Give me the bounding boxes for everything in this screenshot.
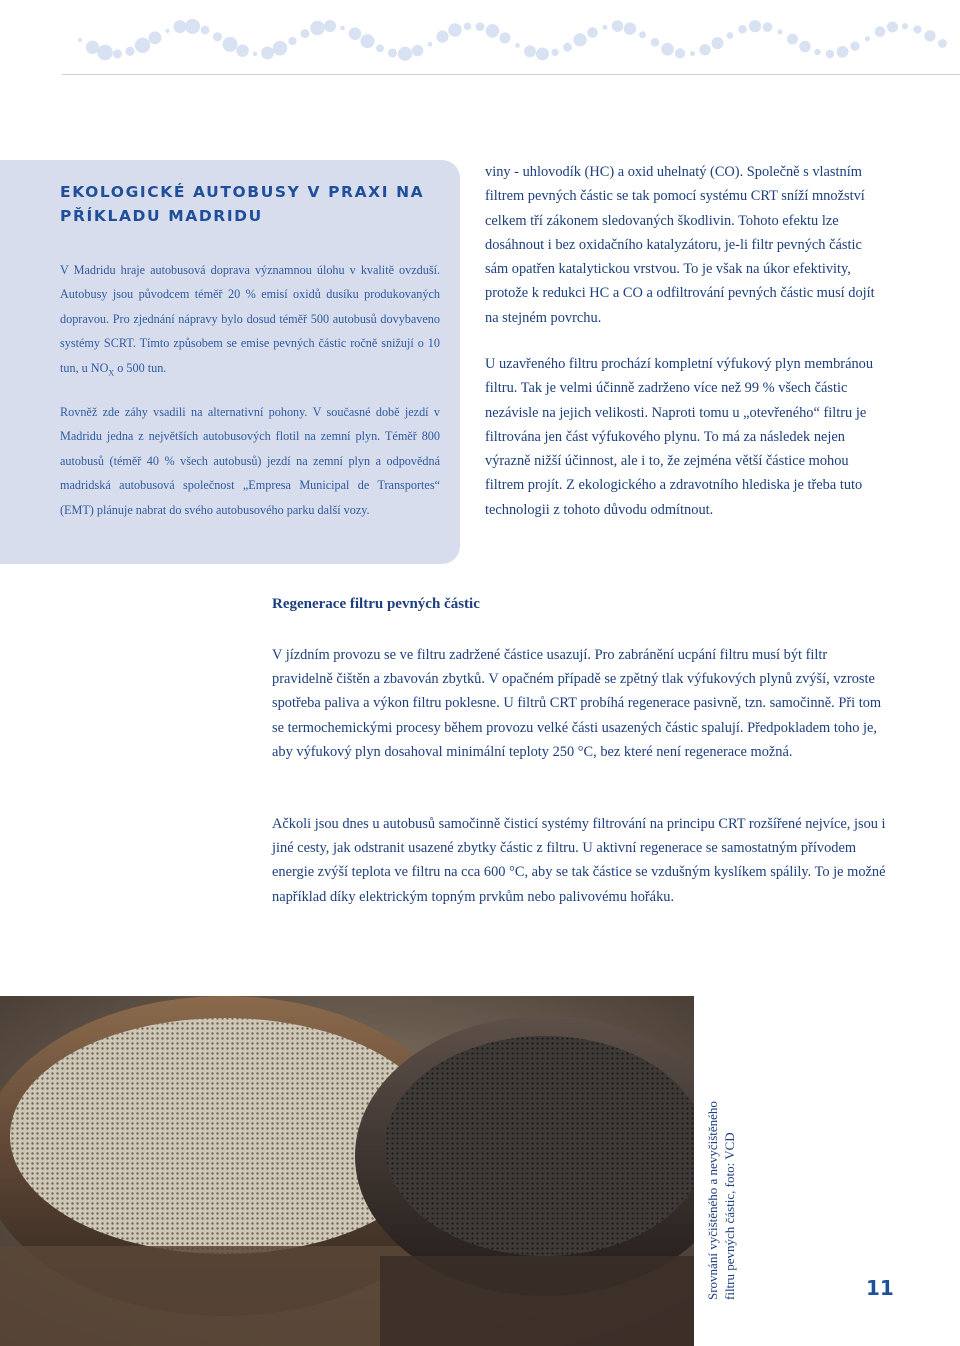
right-column-paragraph-2: U uzavřeného filtru prochází kompletní výfukový plyn membránou filtru. Tak je velmi účinně zadrženo více než 99 % všech částic nezávisle na jejich velikosti. Naproti tomu u „otevřeného“ filtru je filtrována jen část výfukového plynu. To má za následek nejen výrazně nižší účinnost, ale i to, že zejména větší částice mohou filtrem projít. Z ekologického a zdravotního hlediska je třeba tuto technologii z tohoto důvodu odmítnout.: [485, 356, 874, 518]
decorative-dot: [712, 37, 724, 49]
decorative-dot: [288, 37, 296, 45]
decorative-dot: [777, 29, 782, 34]
decorative-dot: [173, 20, 186, 33]
decorative-dot: [763, 22, 773, 32]
decorative-dot: [340, 26, 345, 31]
decorative-dot: [699, 44, 710, 55]
decorative-dot: [149, 31, 162, 44]
decorative-dot: [185, 19, 200, 34]
section-paragraph-2: Ačkoli jsou dnes u autobusů samočinně čisticí systémy filtrování na principu CRT rozšířené nejvíce, jsou i jiné cesty, jak odstranit usazené zbytky částic z filtru. U aktivní regenerace se samostatným přívodem energie zvýší teplota ve filtru na cca 600 °C, aby se tak částice se vzdušným kyslíkem spálily. To je možné například díky elektrickým topným prvkům nebo palivovému hořáku.: [272, 816, 886, 905]
decorative-dot: [675, 48, 685, 58]
sidebar-box-paragraph-1-end: o 500 tun.: [114, 360, 167, 375]
decorative-dot: [499, 32, 510, 43]
decorative-dot: [612, 20, 624, 32]
decorative-dot: [639, 31, 646, 38]
decorative-dot: [398, 47, 412, 61]
decorative-dot: [476, 22, 485, 31]
decorative-dot: [850, 42, 859, 51]
decorative-dot: [113, 49, 122, 58]
decorative-dot: [587, 27, 598, 38]
dirty-filter-mesh: [385, 1036, 694, 1256]
decorative-dot: [201, 26, 210, 35]
decorative-dot: [223, 37, 238, 52]
decorative-dot: [524, 45, 536, 57]
dirty-filter-body: [380, 1256, 694, 1346]
decorative-dot: [253, 52, 257, 56]
decorative-dot: [887, 21, 898, 32]
top-rule: [62, 74, 960, 75]
page-number: 11: [866, 1276, 894, 1300]
decorative-dot: [573, 33, 586, 46]
decorative-dot: [388, 48, 397, 57]
right-column-paragraph-1: viny - uhlovodík (HC) a oxid uhelnatý (CO). Společně s vlastním filtrem pevných částic se tak pomocí systému CRT sníží množství celkem tří zákonem sledovaných škodlivin. Tohoto efektu lze dosáhnout i bez oxidačního katalyzátoru, je-li filtr pevných částic sám opatřen katalytickou vrstvou. To je však na úkor efektivity, protože k redukci HC a CO a odfiltrování pevných částic musí dojít na stejném povrchu.: [485, 164, 875, 326]
decorative-dot: [913, 25, 921, 33]
section-heading: Regenerace filtru pevných částic: [272, 596, 480, 612]
decorative-dot: [213, 32, 222, 41]
decorative-dot: [97, 45, 113, 61]
decorative-dot: [448, 23, 462, 37]
decorative-dot: [464, 23, 472, 31]
decorative-dot: [436, 31, 448, 43]
decorative-dot: [749, 20, 761, 32]
decorative-dot: [360, 34, 374, 48]
decorative-dot: [661, 43, 674, 56]
decorative-dot: [135, 38, 150, 53]
photo-caption: [704, 1060, 738, 1300]
section-paragraph-1: V jízdním provozu se ve filtru zadržené částice usazují. Pro zabránění ucpání filtru musí být filtr pravidelně čištěn a zbavován zbytků. V opačném případě se zpětný tlak výfukových plynů zvýší, vzroste spotřeba paliva a výkon filtru poklesne. U filtrů CRT probíhá regenerace pasivně, tzn. samočinně. Při tom se termochemickými procesy během provozu velké části usazených částic spalují. Předpokladem toho je, aby výfukový plyn dosahoval minimální teploty 250 °C, bez které není regenerace možná.: [272, 647, 882, 760]
decorative-dot: [799, 41, 810, 52]
decorative-dot: [536, 47, 549, 60]
decorative-dot: [300, 29, 309, 38]
sidebar-box-paragraph-1-text: V Madridu hraje autobusová doprava významnou úlohu v kvalitě ovzduší. Autobusy jsou původcem téměř 20 % emisí oxidů dusíku produkovaných dopravou. Pro zjednání nápravy bylo dosud téměř 500 autobusů dovybaveno systémy SCRT. Tímto způsobem se emise pevných částic ročně snižují o 10 tun, u NO: [60, 263, 440, 375]
sidebar-box-paragraph-2: Rovněž zde záhy vsadili na alternativní pohony. V současné době jezdí v Madridu jedna z největších autobusových flotil na zemní plyn. Téměř 800 autobusů (téměř 40 % všech autobusů) jezdí na zemní plyn a odpovědná madridská autobusová společnost „Empresa Municipal de Transportes“ (EMT) plánuje nabrat do svého autobusového parku další vozy.: [60, 405, 440, 517]
photo-caption-line-2: filtru pevných částic, foto: VCD: [722, 1132, 737, 1300]
decorative-dot: [738, 25, 747, 34]
decorative-dot: [787, 34, 798, 45]
sidebar-box-title: EKOLOGICKÉ AUTOBUSY V PRAXI NA PŘÍKLADU MADRIDU: [60, 183, 425, 225]
decorative-dot: [310, 21, 325, 36]
decorative-dot: [515, 43, 520, 48]
decorative-dot: [86, 41, 99, 54]
decorative-dot: [486, 24, 500, 38]
decorative-dot: [551, 49, 558, 56]
sidebar-box-paragraph-1: [60, 258, 440, 385]
decorative-dot: [938, 39, 947, 48]
decorative-dot: [125, 47, 134, 56]
decorative-dot: [428, 42, 433, 47]
decorative-dot: [412, 45, 424, 57]
decorative-dot: [902, 23, 908, 29]
decorative-dot: [624, 23, 636, 35]
decorative-dot: [165, 29, 169, 33]
decorative-dot: [651, 38, 660, 47]
decorative-dot: [924, 30, 935, 41]
decorative-dot: [875, 26, 886, 37]
decorative-dot: [349, 27, 362, 40]
decorative-dot: [865, 36, 870, 41]
decorative-dot: [690, 51, 695, 56]
decorative-dot: [324, 20, 336, 32]
filters-photo: [0, 996, 694, 1346]
photo-caption-line-1: Srovnání vyčištěného a nevyčištěného: [705, 1101, 720, 1300]
decorative-dot: [727, 32, 734, 39]
decorative-dot: [603, 25, 608, 30]
decorative-dot: [236, 44, 248, 56]
decorative-dot: [261, 47, 274, 60]
decorative-dots-band: [0, 0, 960, 90]
nox-subscript: X: [108, 368, 115, 378]
decorative-dot: [814, 49, 820, 55]
decorative-dot: [376, 44, 384, 52]
decorative-dot: [826, 50, 834, 58]
decorative-dot: [273, 41, 288, 56]
decorative-dot: [837, 46, 849, 58]
decorative-dot: [78, 38, 82, 42]
decorative-dot: [563, 43, 572, 52]
